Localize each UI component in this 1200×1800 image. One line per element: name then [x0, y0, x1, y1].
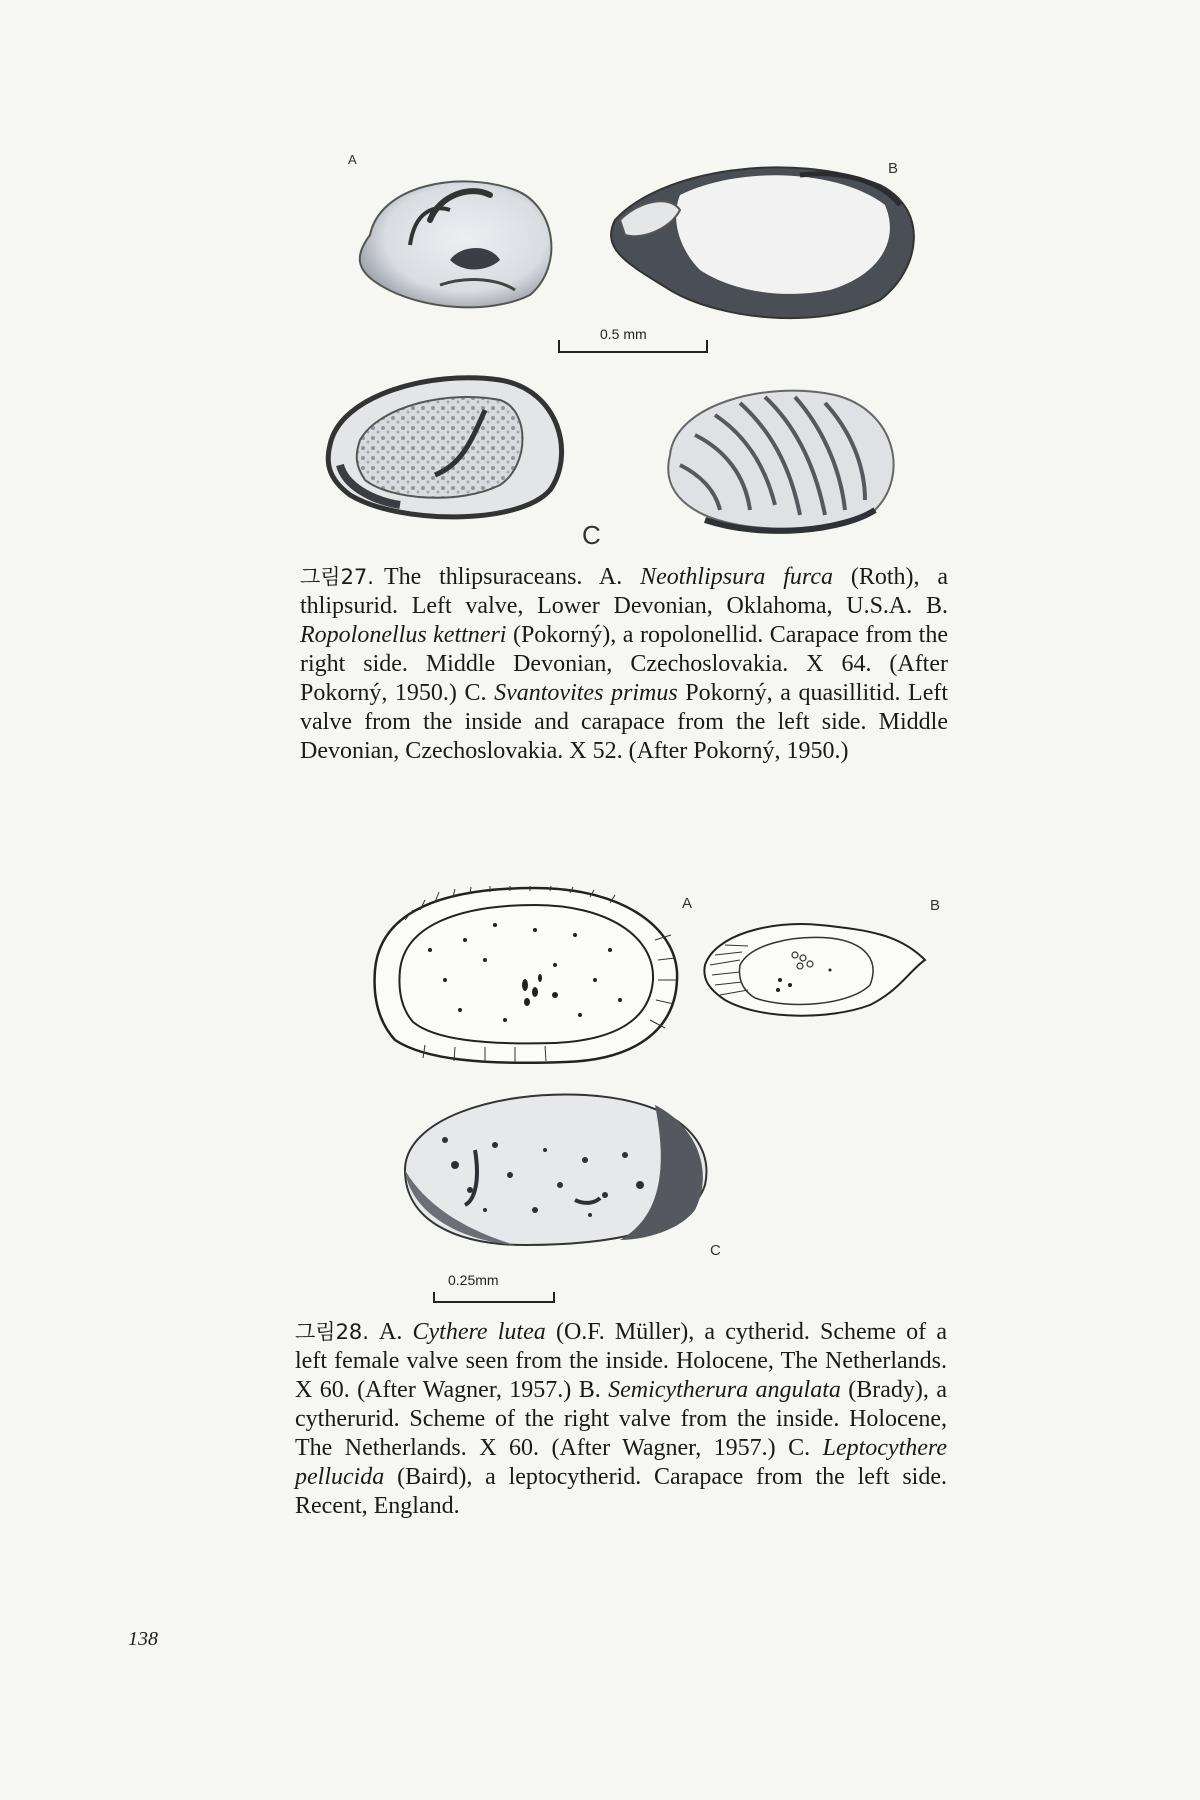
fig27-caption	[300, 563, 948, 766]
fig28-label-a: A	[682, 895, 693, 912]
fig28-caption-text-1: A.	[378, 1319, 413, 1345]
fig28-label-b: B	[930, 897, 941, 914]
fig28-caption-text-4: (Baird), a leptocytherid. Carapace from the left side. Recent, England.	[295, 1464, 947, 1519]
fig27-scale-label: 0.5 mm	[600, 326, 647, 342]
fig28-caption	[295, 1318, 947, 1521]
fig27-label-b: B	[888, 160, 899, 177]
fig27-number: 그림27.	[300, 565, 374, 589]
fig27-label-c: C	[582, 520, 601, 550]
fig27-taxon-c: Svantovites primus	[494, 680, 678, 706]
fig27-caption-text-1: The thlipsuraceans. A.	[383, 564, 641, 590]
fig27-specimen-c-carapace	[655, 375, 915, 535]
fig27-specimen-b	[600, 150, 930, 330]
fig28-caption-text-2: (O.F. Müller), a cytherid. Scheme of a left female valve seen from the inside. Holocene, The Netherlands. X 60. (After Wagner, 1957.) B.	[295, 1319, 947, 1403]
fig28-scale-bar	[433, 1292, 555, 1304]
fig27-specimen-a	[340, 165, 570, 315]
fig27-scale-bar	[558, 340, 708, 354]
fig28-number: 그림28.	[295, 1320, 369, 1344]
fig27-caption-text-3: (Pokorný), a ropolonellid. Carapace from the right side. Middle Devonian, Czechoslovakia. X 64. (After Pokorný, 1950.) C.	[300, 622, 948, 706]
fig27-caption-text-4: Pokorný, a quasillitid. Left valve from the inside and carapace from the left side. Middle Devonian, Czechoslovakia. X 52. (After Pokorný, 1950.)	[300, 680, 949, 764]
fig27-taxon-a: Neothlipsura furca	[640, 564, 834, 590]
fig28-specimen-b	[700, 910, 930, 1030]
fig27-specimen-c-inside	[320, 365, 580, 525]
fig27-caption-text-2: (Roth), a thlipsurid. Left valve, Lower Devonian, Oklahoma, U.S.A. B.	[300, 564, 948, 619]
fig28-caption-text-3: (Brady), a cytherurid. Scheme of the right valve from the inside. Holocene, The Netherlands. X 60. (After Wagner, 1957.) C.	[295, 1377, 947, 1461]
fig28-taxon-a: Cythere lutea	[412, 1319, 546, 1345]
fig27-label-a: A	[348, 152, 357, 167]
fig28-specimen-a	[365, 880, 685, 1070]
fig27-taxon-b: Ropolonellus kettneri	[300, 622, 507, 648]
fig28-specimen-c	[385, 1080, 725, 1250]
fig28-label-c: C	[710, 1242, 721, 1259]
page-number: 138	[128, 1628, 158, 1650]
fig28-taxon-c: Leptocythere pellucida	[295, 1435, 947, 1490]
fig28-scale-label: 0.25mm	[448, 1272, 499, 1288]
fig28-taxon-b: Semicytherura angulata	[608, 1377, 841, 1403]
